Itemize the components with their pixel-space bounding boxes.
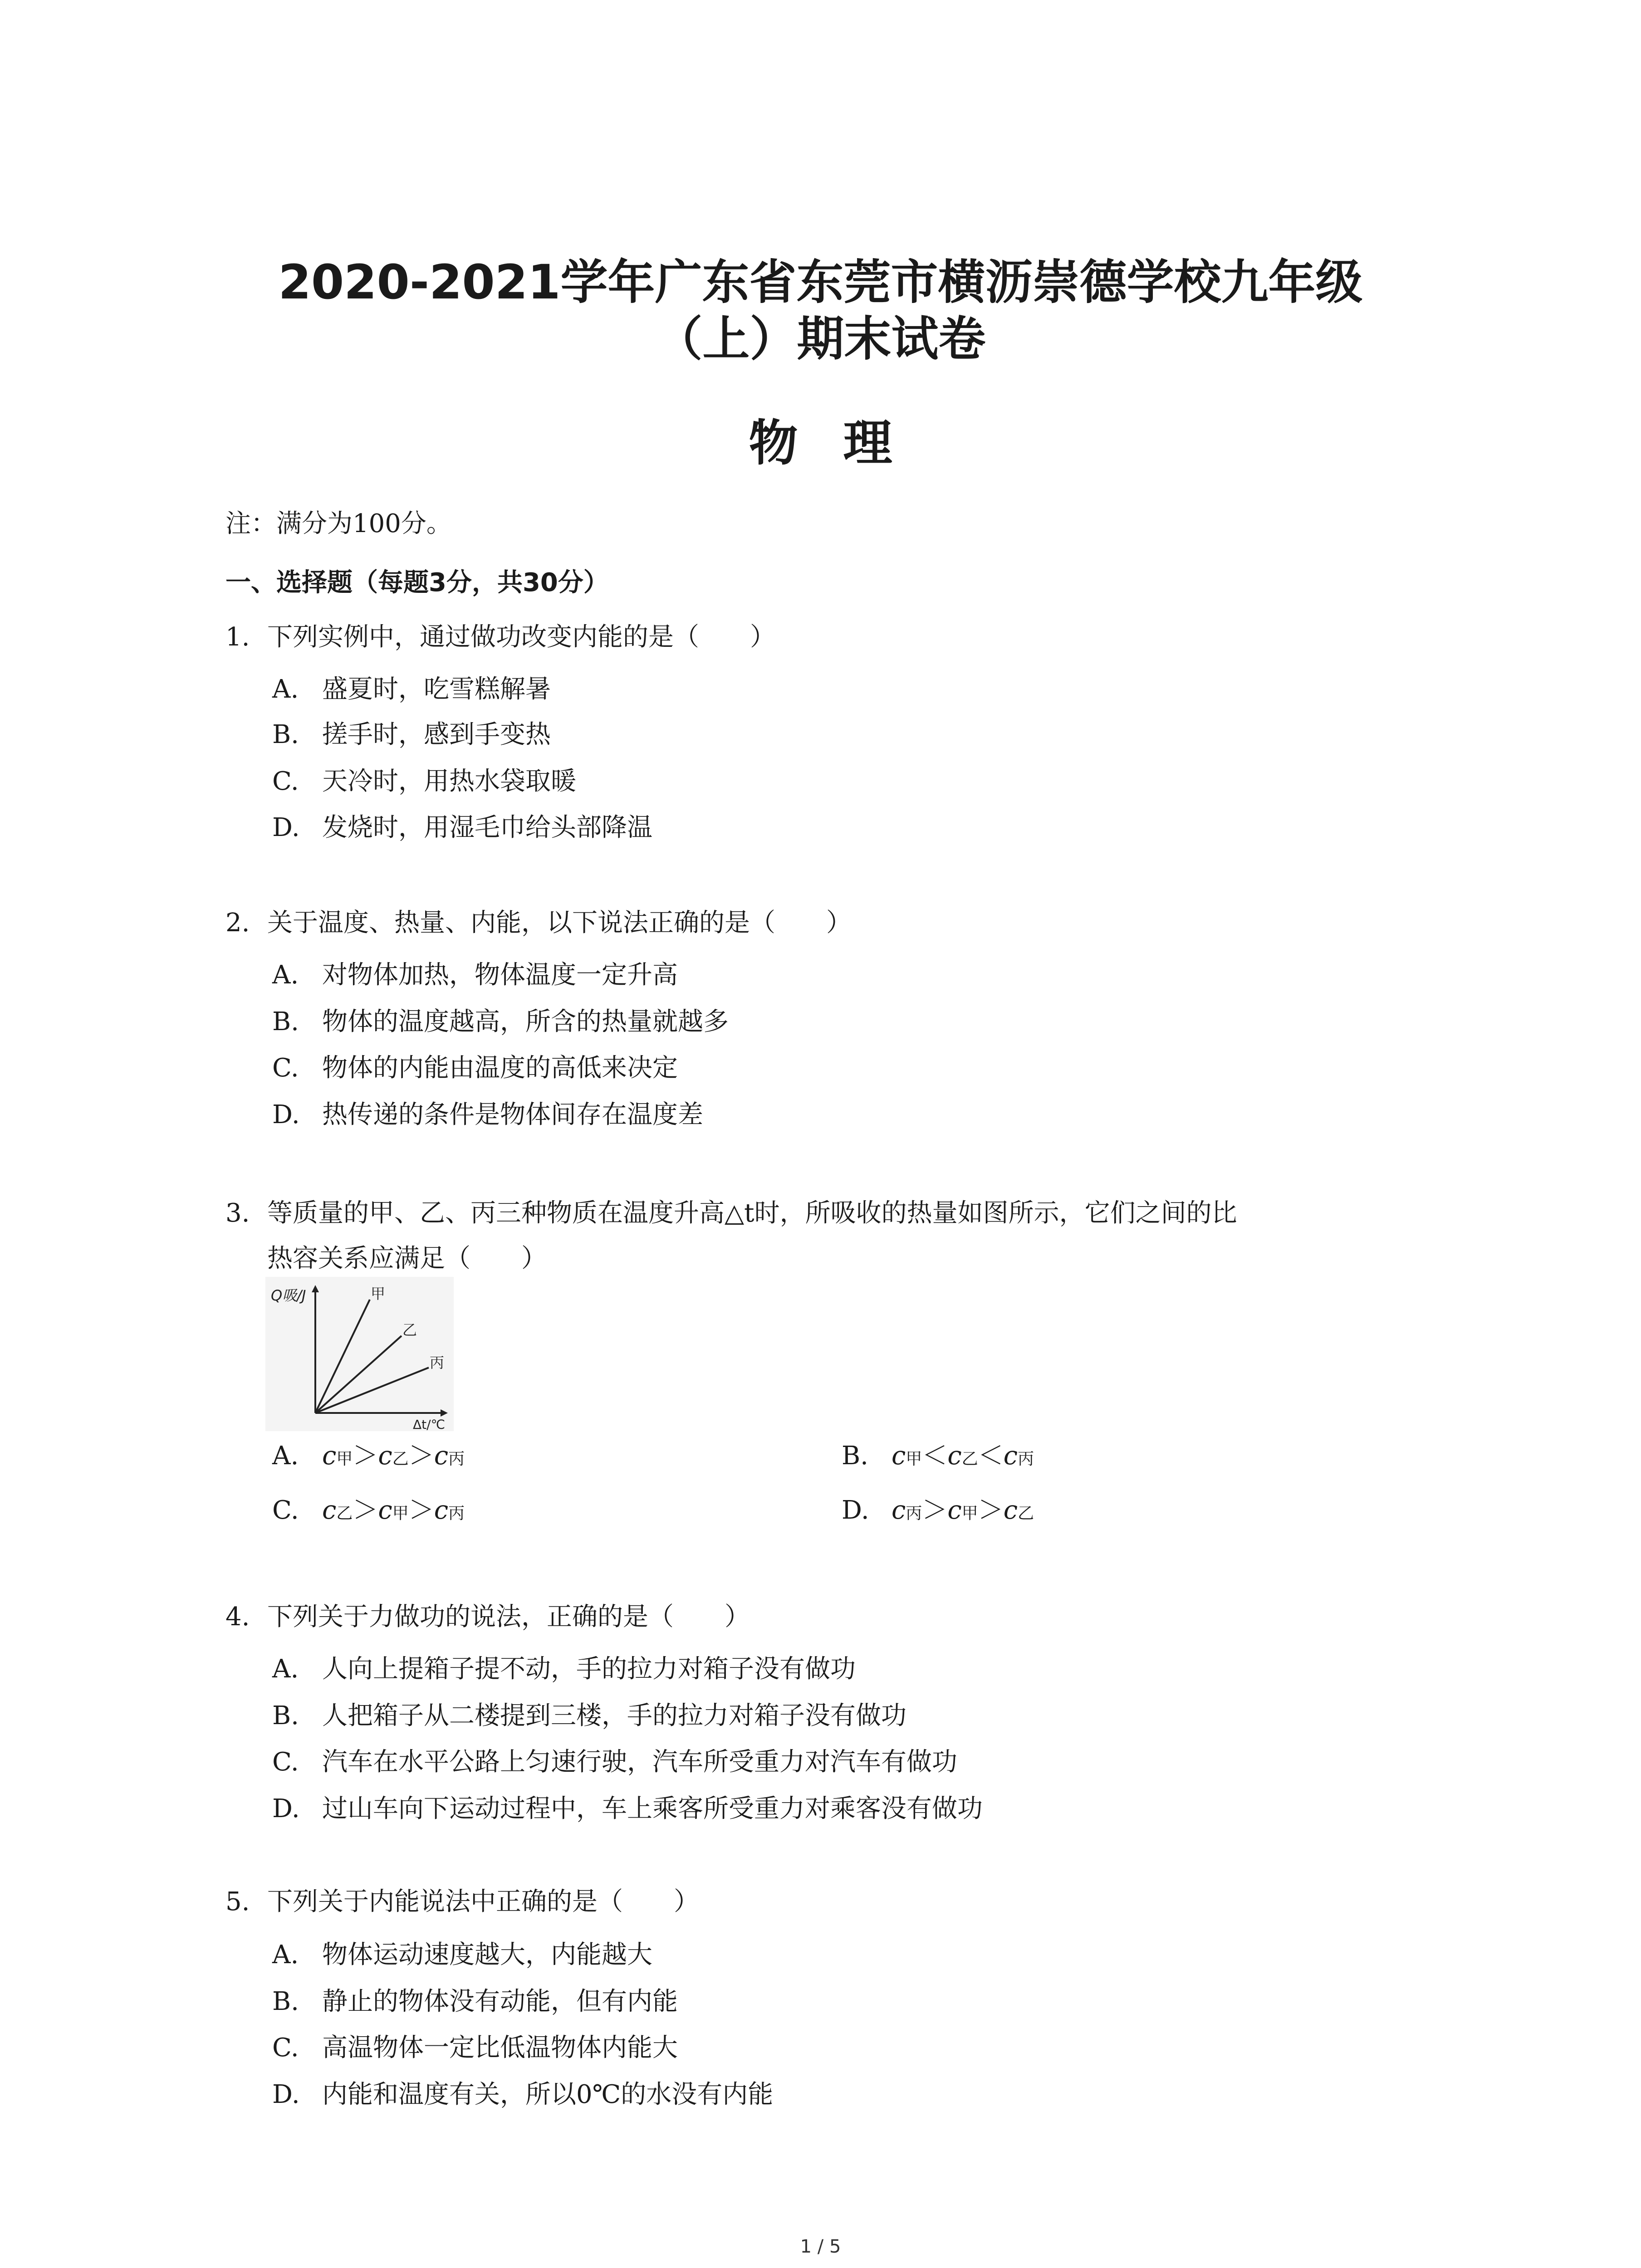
question-number: 2.	[225, 908, 250, 938]
question-2	[225, 900, 1450, 946]
exam-title-line2: （上）期末试卷	[655, 311, 986, 367]
option-4d: D. 过山车向下运动过程中，车上乘客所受重力对乘客没有做功	[272, 1794, 983, 1823]
question-stem: 下列关于内能说法中正确的是（ ）	[267, 1887, 699, 1916]
y-axis-label: Q吸/J	[271, 1287, 306, 1304]
question-stem-line2: 热容关系应满足（ ）	[267, 1244, 547, 1273]
option-2b: B. 物体的温度越高，所含的热量就越多	[272, 1007, 729, 1036]
page-number: 1 / 5	[800, 2236, 841, 2257]
question-3	[225, 1191, 1450, 1281]
option-3a: A. c甲＞c乙＞c丙	[272, 1441, 465, 1471]
option-2c: C. 物体的内能由温度的高低来决定	[272, 1053, 678, 1083]
question-number: 5.	[225, 1887, 250, 1916]
subject-heading: 物理	[749, 415, 938, 472]
question-number: 1.	[225, 622, 250, 652]
label-jia: 甲	[371, 1285, 386, 1302]
question-stem: 关于温度、热量、内能，以下说法正确的是（ ）	[267, 908, 852, 938]
option-3c: C. c乙＞c甲＞c丙	[272, 1496, 465, 1525]
option-3b: B. c甲＜c乙＜c丙	[842, 1441, 1034, 1471]
label-yi: 乙	[402, 1321, 417, 1339]
question-1	[225, 615, 1450, 660]
option-5a: A. 物体运动速度越大，内能越大	[272, 1940, 652, 1970]
question-5	[225, 1879, 1450, 1925]
option-2a: A. 对物体加热，物体温度一定升高	[272, 960, 678, 990]
question-number: 3.	[225, 1198, 250, 1228]
exam-title-line1: 2020-2021学年广东省东莞市横沥崇德学校九年级	[278, 254, 1363, 310]
option-2d: D. 热传递的条件是物体间存在温度差	[272, 1100, 703, 1129]
question-stem: 下列关于力做功的说法，正确的是（ ）	[267, 1602, 750, 1632]
exam-note: 注：满分为100分。	[225, 509, 452, 538]
question-number: 4.	[225, 1602, 250, 1632]
heat-absorption-graph	[265, 1277, 454, 1431]
question-stem-line1: 等质量的甲、乙、丙三种物质在温度升高△t时，所吸收的热量如图所示，它们之间的比	[267, 1198, 1237, 1228]
option-1d: D. 发烧时，用湿毛巾给头部降温	[272, 813, 652, 842]
label-bing: 丙	[430, 1354, 445, 1371]
section-heading-choice: 一、选择题（每题3分，共30分）	[225, 568, 609, 597]
option-5d: D. 内能和温度有关，所以0℃的水没有内能	[272, 2080, 774, 2109]
option-1a: A. 盛夏时，吃雪糕解暑	[272, 675, 551, 704]
option-5c: C. 高温物体一定比低温物体内能大	[272, 2033, 678, 2063]
option-5b: B. 静止的物体没有动能，但有内能	[272, 1987, 678, 2016]
x-axis-label: Δt/℃	[413, 1417, 446, 1431]
option-1b: B. 搓手时，感到手变热	[272, 720, 551, 749]
option-4c: C. 汽车在水平公路上匀速行驶，汽车所受重力对汽车有做功	[272, 1747, 957, 1777]
option-4b: B. 人把箱子从二楼提到三楼，手的拉力对箱子没有做功	[272, 1701, 906, 1730]
option-4a: A. 人向上提箱子提不动，手的拉力对箱子没有做功	[272, 1654, 856, 1684]
option-1c: C. 天冷时，用热水袋取暖	[272, 767, 576, 796]
question-stem: 下列实例中，通过做功改变内能的是（ ）	[267, 622, 775, 652]
question-4	[225, 1594, 1450, 1640]
option-3d: D. c丙＞c甲＞c乙	[842, 1496, 1034, 1525]
